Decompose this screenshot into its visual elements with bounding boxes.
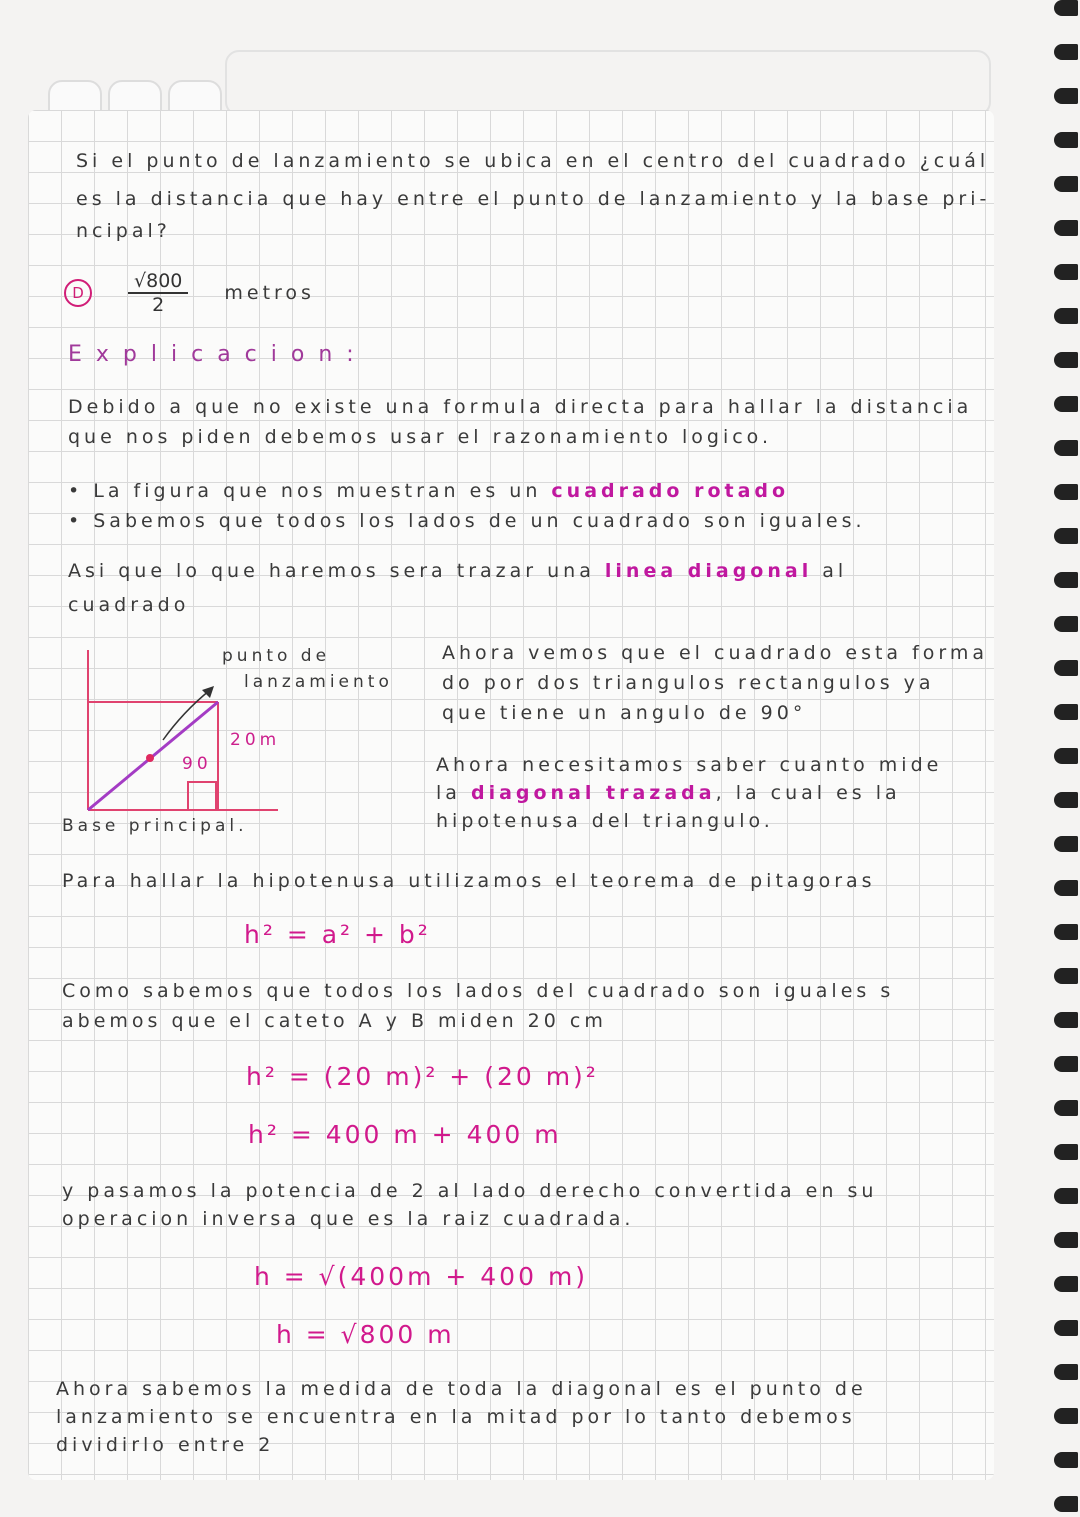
spiral-ring: [1054, 1144, 1078, 1160]
paragraph-line: operacion inversa que es la raiz cuadrada.: [62, 1208, 635, 1230]
highlight: diagonal trazada: [470, 782, 716, 804]
spiral-ring: [1054, 440, 1078, 456]
spiral-ring: [1054, 616, 1078, 632]
spiral-ring: [1054, 704, 1078, 720]
option-letter: D: [64, 279, 92, 307]
explanation-heading: Explicacion:: [68, 342, 368, 367]
paragraph-line: do por dos triangulos rectangulos ya: [442, 672, 935, 694]
question-line: es la distancia que hay entre el punto de lanzamiento y la base pri-: [76, 188, 991, 210]
spiral-ring: [1054, 88, 1078, 104]
title-box: [225, 50, 991, 116]
spiral-ring: [1054, 880, 1078, 896]
spiral-ring: [1054, 220, 1078, 236]
launch-label: punto de: [222, 646, 331, 666]
equation: h² = 400 m + 400 m: [248, 1120, 562, 1149]
spiral-ring: [1054, 1056, 1078, 1072]
spiral-ring: [1054, 1100, 1078, 1116]
spiral-ring: [1054, 132, 1078, 148]
spiral-ring: [1054, 1364, 1078, 1380]
equation: h = √(400m + 400 m): [254, 1262, 589, 1291]
notebook-page: [28, 110, 994, 1480]
spiral-ring: [1054, 176, 1078, 192]
paragraph-line: cuadrado: [68, 594, 190, 616]
spiral-ring: [1054, 308, 1078, 324]
paragraph-line: Ahora sabemos la medida de toda la diagonal es el punto de: [56, 1378, 867, 1400]
spiral-ring: [1054, 660, 1078, 676]
answer: [64, 270, 315, 316]
spiral-ring: [1054, 836, 1078, 852]
spiral-ring: [1054, 1276, 1078, 1292]
base-label: Base principal.: [62, 816, 248, 836]
bullet: • La figura que nos muestran es un cuadrado rotado: [68, 480, 790, 502]
highlight: cuadrado rotado: [551, 480, 790, 502]
paragraph-line: [436, 782, 901, 804]
paragraph-line: [68, 560, 847, 582]
spiral-ring: [1054, 44, 1078, 60]
spiral-ring: [1054, 396, 1078, 412]
spiral-ring: [1054, 924, 1078, 940]
spiral-ring: [1054, 264, 1078, 280]
spiral-ring: [1054, 1012, 1078, 1028]
paragraph-line: abemos que el cateto A y B miden 20 cm: [62, 1010, 607, 1032]
highlight: linea diagonal: [604, 560, 813, 582]
spiral-ring: [1054, 1496, 1078, 1512]
spiral-ring: [1054, 1408, 1078, 1424]
paragraph-line: dividirlo entre 2: [56, 1434, 275, 1456]
paragraph-line: Ahora vemos que el cuadrado esta forma: [442, 642, 989, 664]
unit: metros: [224, 282, 315, 304]
paragraph-line: hipotenusa del triangulo.: [436, 810, 774, 832]
paragraph-line: y pasamos la potencia de 2 al lado derecho convertida en su: [62, 1180, 878, 1202]
paragraph-line: Debido a que no existe una formula directa para hallar la distancia: [68, 396, 973, 418]
notebook-spiral: [1052, 0, 1080, 1517]
paragraph-line: Para hallar la hipotenusa utilizamos el teorema de pitagoras: [62, 870, 876, 892]
paragraph-line: que nos piden debemos usar el razonamiento logico.: [68, 426, 773, 448]
spiral-ring: [1054, 968, 1078, 984]
bullet-text: La figura que nos muestran es un: [93, 480, 552, 502]
numerator: √800: [128, 270, 188, 294]
spiral-ring: [1054, 792, 1078, 808]
side-label: 20m: [230, 730, 281, 750]
spiral-ring: [1054, 1320, 1078, 1336]
fraction: [128, 270, 188, 316]
angle-label: 90: [182, 754, 212, 774]
spiral-ring: [1054, 484, 1078, 500]
spiral-ring: [1054, 528, 1078, 544]
paragraph-line: lanzamiento se encuentra en la mitad por lo tanto debemos: [56, 1406, 856, 1428]
paragraph-line: Ahora necesitamos saber cuanto mide: [436, 754, 943, 776]
spiral-ring: [1054, 1452, 1078, 1468]
question-line: ncipal?: [76, 220, 171, 242]
text: , la cual es la: [715, 782, 901, 804]
launch-label: lanzamiento: [244, 672, 393, 692]
pythagoras-formula: h² = a² + b²: [244, 920, 431, 949]
question-line: Si el punto de lanzamiento se ubica en el centro del cuadrado ¿cuál: [76, 150, 990, 172]
square-diagram: [68, 640, 331, 840]
text: Asi que lo que haremos sera trazar una: [68, 560, 605, 582]
bullet: • Sabemos que todos los lados de un cuadrado son iguales.: [68, 510, 866, 532]
paragraph-line: que tiene un angulo de 90°: [442, 702, 807, 724]
spiral-ring: [1054, 352, 1078, 368]
equation: h = √800 m: [276, 1320, 455, 1349]
spiral-ring: [1054, 0, 1078, 16]
bullet-text: Sabemos que todos los lados de un cuadrado son iguales.: [93, 510, 866, 532]
text: al: [812, 560, 848, 582]
center-point: [146, 754, 154, 762]
equation: h² = (20 m)² + (20 m)²: [246, 1062, 599, 1091]
spiral-ring: [1054, 1188, 1078, 1204]
spiral-ring: [1054, 748, 1078, 764]
spiral-ring: [1054, 1232, 1078, 1248]
denominator: 2: [152, 294, 165, 316]
paragraph-line: Como sabemos que todos los lados del cuadrado son iguales s: [62, 980, 895, 1002]
text: la: [436, 782, 471, 804]
spiral-ring: [1054, 572, 1078, 588]
